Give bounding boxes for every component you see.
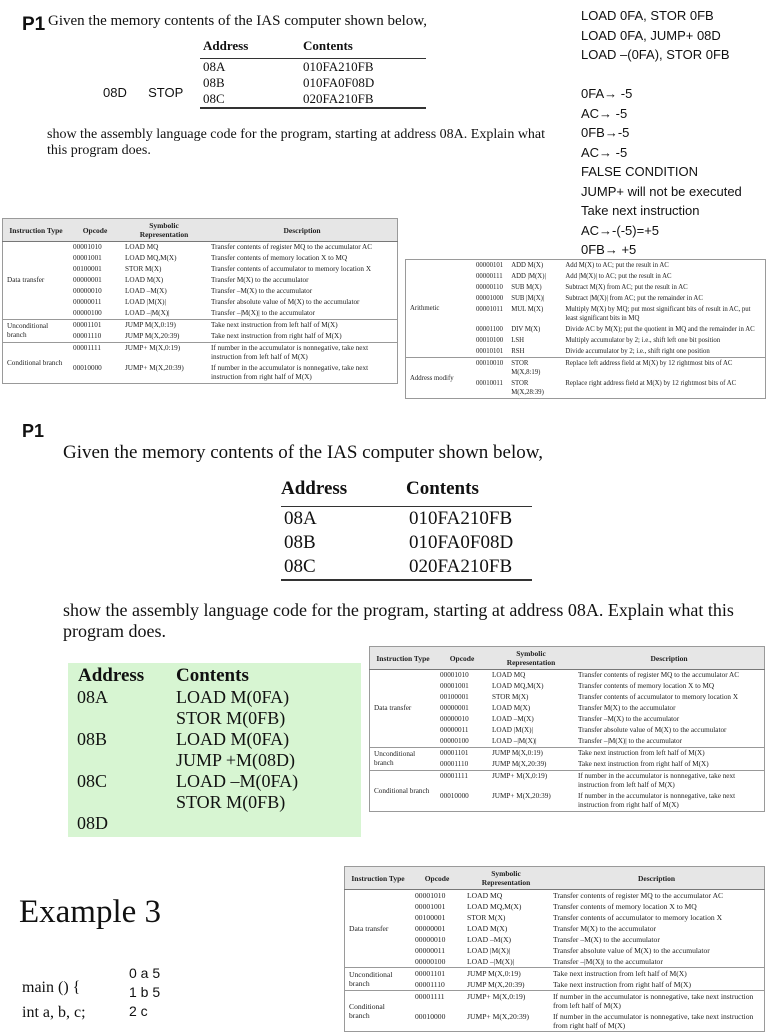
inst-symbolic-cell: LSH — [511, 337, 525, 344]
inst-description-cell: If number in the accumulator is nonnegative, take next instruction from right half of M(X) — [207, 363, 398, 384]
inst-type-cell: Unconditional branch — [3, 320, 70, 343]
inst-header: Opcode — [436, 647, 488, 670]
inst-opcode-cell: 00001110 — [411, 979, 463, 991]
right-note-line: JUMP+ will not be executed — [581, 183, 742, 199]
inst-row — [345, 991, 765, 1012]
inst-type-cell: Conditional branch — [370, 771, 437, 812]
solution-line: LOAD –M(0FA) — [176, 771, 299, 791]
inst-description-cell: Take next instruction from right half of M(X) — [207, 331, 398, 343]
inst-symbolic-cell: LOAD –M(X) — [492, 715, 534, 723]
inst-symbolic-cell: LOAD –|M(X)| — [121, 308, 207, 320]
ias-address-cell: 08C — [281, 555, 406, 580]
inst-type-cell: Unconditional branch — [370, 748, 437, 771]
example-value-line: 1 b 5 — [129, 984, 161, 1000]
inst-description-cell: If number in the accumulator is nonnegative, take next instruction from left half of M(X) — [578, 772, 736, 789]
inst-row — [345, 890, 765, 902]
side-note-address: 08D — [103, 85, 127, 100]
example-title: Example 3 — [19, 894, 162, 930]
inst-opcode-cell: 00100001 — [415, 913, 446, 922]
example-values — [129, 964, 160, 1021]
inst-symbolic-cell: LOAD |M(X)| — [492, 726, 534, 734]
ias-address-cell: 08A — [203, 59, 226, 74]
inst-opcode-cell: 00001111 — [440, 772, 468, 780]
inst-header: Instruction Type — [370, 647, 437, 670]
inst-opcode-cell: 00010010 — [476, 360, 504, 367]
ias-row — [281, 555, 532, 580]
inst-description-cell: Take next instruction from right half of M(X) — [574, 759, 765, 771]
solution-line: LOAD M(0FA) — [176, 729, 290, 749]
solution-header-address: Address — [78, 665, 145, 686]
right-note-line: 0FA→ -5 — [581, 86, 633, 101]
ias-contents-cell: 010FA210FB — [409, 508, 513, 529]
inst-opcode-cell: 00000011 — [73, 298, 102, 306]
inst-opcode-cell: 00000001 — [415, 924, 446, 933]
inst-symbolic-cell: STOR M(X) — [467, 913, 506, 922]
inst-symbolic-cell: JUMP+ M(X,20:39) — [488, 791, 574, 812]
instruction-table-bottom — [344, 866, 765, 1030]
solution-line: JUMP +M(08D) — [176, 750, 295, 770]
right-note-line: 0FB→-5 — [581, 125, 630, 140]
inst-symbolic-cell: LOAD MQ — [467, 891, 503, 900]
inst-description-cell: Multiply M(X) by MQ; put most significant bits of result in AC, put least significant bits in MQ — [565, 306, 751, 322]
inst-opcode-cell: 00001111 — [73, 344, 101, 352]
inst-opcode-cell: 00000011 — [440, 726, 469, 734]
inst-header: Symbolic Representation — [463, 867, 549, 890]
inst-opcode-cell: 00000100 — [411, 956, 463, 968]
inst-header: Description — [549, 867, 765, 890]
inst-opcode-cell: 00001110 — [69, 331, 121, 343]
inst-description-cell: Subtract |M(X)| from AC; put the remainder in AC — [565, 295, 703, 302]
right-note-line: AC→ -5 — [581, 144, 628, 160]
inst-description-cell: Transfer contents of accumulator to memory location X — [211, 265, 372, 273]
inst-opcode-cell: 00000110 — [476, 284, 503, 291]
inst-opcode-cell: 00000100 — [436, 736, 488, 748]
inst-symbolic-cell: JUMP+ M(X,0:19) — [125, 344, 181, 352]
inst-symbolic-cell: LOAD –|M(X)| — [488, 736, 574, 748]
inst-description-cell: Transfer –|M(X)| to the accumulator — [574, 736, 765, 748]
p1-task-mid: show the assembly language code for the program, starting at address 08A. Explain what this program does. — [63, 600, 734, 641]
right-note-line: LOAD 0FA, JUMP+ 08D — [581, 27, 721, 43]
inst-opcode-cell: 00001010 — [415, 891, 446, 900]
p1-task-top: show the assembly language code for the program, starting at address 08A. Explain what this program does. — [47, 127, 546, 158]
inst-opcode-cell: 00001010 — [73, 243, 102, 251]
ias-contents-cell: 010FA0F08D — [409, 532, 514, 553]
inst-row — [370, 670, 765, 682]
inst-row — [3, 320, 398, 332]
inst-symbolic-cell: LOAD M(X) — [125, 276, 164, 284]
inst-opcode-cell: 00001001 — [415, 902, 446, 911]
inst-opcode-cell: 00010100 — [476, 337, 504, 344]
inst-symbolic-cell: LOAD M(X) — [492, 704, 531, 712]
right-note-line: LOAD 0FA, STOR 0FB — [581, 8, 714, 23]
inst-symbolic-cell: LOAD –M(X) — [467, 935, 512, 944]
inst-row — [406, 358, 766, 379]
solution-address: 08B — [77, 729, 108, 749]
inst-symbolic-cell: LOAD –M(X) — [125, 287, 167, 295]
p1-label-mid: P1 — [22, 421, 45, 441]
inst-description-cell: Transfer contents of register MQ to the accumulator AC — [553, 891, 724, 900]
inst-opcode-cell: 00001001 — [73, 254, 102, 262]
right-note-line: Take next instruction — [581, 203, 700, 218]
ias-mid-header-contents: Contents — [406, 476, 532, 507]
inst-description-cell: If number in the accumulator is nonnegative, take next instruction from right half of M(X) — [549, 1011, 765, 1032]
example-code-line: int a, b, c; — [22, 1004, 86, 1021]
ias-contents-cell: 020FA210FB — [406, 555, 532, 580]
solution-address: 08C — [77, 771, 108, 791]
inst-symbolic-cell: STOR M(X) — [492, 693, 529, 701]
ias-row — [281, 531, 532, 555]
ias-address-cell: 08B — [203, 75, 225, 90]
side-note-stop: STOP — [148, 85, 184, 100]
inst-symbolic-cell: LOAD –|M(X)| — [463, 956, 549, 968]
side-note-08d — [103, 85, 183, 100]
inst-header: Opcode — [69, 219, 121, 242]
inst-symbolic-cell: JUMP M(X,0:19) — [492, 749, 543, 757]
inst-symbolic-cell: LOAD MQ,M(X) — [492, 682, 544, 690]
inst-row — [406, 260, 766, 272]
inst-description-cell: Divide AC by M(X); put the quotient in MQ and the remainder in AC — [565, 326, 755, 333]
inst-symbolic-cell: ADD M(X) — [511, 262, 544, 269]
inst-symbolic-cell: JUMP+ M(X,20:39) — [121, 363, 207, 384]
instruction-table-mid — [369, 646, 765, 812]
inst-symbolic-cell: JUMP M(X,20:39) — [463, 979, 549, 991]
solution-address: 08A — [77, 687, 108, 707]
right-note-line: FALSE CONDITION — [581, 164, 699, 179]
inst-opcode-cell: 00000010 — [415, 935, 446, 944]
inst-description-cell: Transfer –M(X) to the accumulator — [211, 287, 313, 295]
inst-symbolic-cell: JUMP M(X,20:39) — [121, 331, 207, 343]
example-code — [22, 975, 86, 1025]
inst-opcode-cell: 00000001 — [73, 276, 102, 284]
inst-description-cell: Take next instruction from left half of M(X) — [553, 969, 687, 978]
inst-description-cell: Transfer contents of memory location X to MQ — [578, 682, 715, 690]
inst-header: Instruction Type — [3, 219, 70, 242]
inst-description-cell: Transfer contents of memory location X to MQ — [211, 254, 348, 262]
inst-opcode-cell: 00001111 — [415, 992, 445, 1001]
inst-symbolic-cell: JUMP+ M(X,0:19) — [492, 772, 548, 780]
ias-row — [200, 59, 426, 76]
inst-description-cell: Transfer contents of accumulator to memory location X — [553, 913, 723, 922]
inst-description-cell: Transfer contents of accumulator to memory location X — [578, 693, 739, 701]
inst-description-cell: Transfer M(X) to the accumulator — [578, 704, 676, 712]
inst-symbolic-cell: JUMP M(X,20:39) — [488, 759, 574, 771]
solution-box — [68, 663, 361, 837]
inst-description-cell: Divide accumulator by 2; i.e., shift right one position — [561, 346, 765, 358]
inst-row — [370, 771, 765, 792]
right-notes — [581, 6, 768, 260]
inst-description-cell: Transfer absolute value of M(X) to the accumulator — [211, 298, 360, 306]
inst-type-cell: Data transfer — [3, 242, 70, 320]
ias-table-mid — [281, 476, 532, 581]
example-code-line: main () { — [22, 979, 81, 996]
inst-type-cell: Arithmetic — [406, 260, 473, 358]
right-note-line: AC→ -5 — [581, 105, 628, 121]
inst-description-cell: Transfer –|M(X)| to the accumulator — [207, 308, 398, 320]
inst-symbolic-cell: LOAD MQ,M(X) — [125, 254, 177, 262]
inst-opcode-cell: 00001101 — [415, 969, 446, 978]
inst-description-cell: Take next instruction from right half of M(X) — [549, 979, 765, 991]
example-value-line: 2 c — [129, 1003, 148, 1019]
inst-description-cell: Add M(X) to AC; put the result in AC — [565, 262, 669, 269]
inst-symbolic-cell: JUMP M(X,0:19) — [125, 321, 176, 329]
inst-description-cell: Transfer contents of register MQ to the accumulator AC — [211, 243, 373, 251]
inst-opcode-cell: 00000101 — [476, 262, 504, 269]
solution-line: LOAD M(0FA) — [176, 687, 290, 707]
right-note-line: 0FB→ +5 — [581, 242, 637, 257]
solution-rows — [68, 687, 361, 837]
inst-opcode-cell: 00000010 — [73, 287, 102, 295]
solution-line: STOR M(0FB) — [176, 708, 286, 728]
ias-address-cell: 08A — [284, 508, 317, 529]
inst-symbolic-cell: ADD |M(X)| — [511, 273, 546, 280]
inst-description-cell: Multiply accumulator by 2; i.e., shift left one bit position — [565, 337, 721, 344]
inst-symbolic-cell: SUB M(X) — [511, 284, 542, 291]
inst-description-cell: Transfer absolute value of M(X) to the accumulator — [578, 726, 727, 734]
inst-opcode-cell: 00010000 — [69, 363, 121, 384]
ias-contents-cell: 010FA210FB — [303, 59, 374, 74]
inst-description-cell: Transfer –M(X) to the accumulator — [578, 715, 680, 723]
ias-table-top — [200, 36, 426, 109]
inst-opcode-cell: 00000100 — [69, 308, 121, 320]
inst-symbolic-cell: STOR M(X,8:19) — [511, 360, 541, 376]
inst-type-cell: Conditional branch — [345, 991, 412, 1032]
example-value-line: 0 a 5 — [129, 965, 161, 981]
ias-address-cell: 08B — [284, 532, 316, 553]
inst-description-cell: Add |M(X)| to AC; put the result in AC — [565, 273, 672, 280]
inst-symbolic-cell: LOAD |M(X)| — [125, 298, 167, 306]
instruction-table-top — [2, 218, 398, 384]
inst-opcode-cell: 00100001 — [73, 265, 102, 273]
inst-type-cell: Conditional branch — [3, 343, 70, 384]
ias-header-contents: Contents — [300, 36, 426, 59]
inst-symbolic-cell: SUB |M(X)| — [511, 295, 545, 302]
inst-symbolic-cell: JUMP+ M(X,20:39) — [463, 1011, 549, 1032]
inst-description-cell: Transfer –|M(X)| to the accumulator — [549, 956, 765, 968]
inst-opcode-cell: 00000111 — [476, 273, 503, 280]
inst-header: Instruction Type — [345, 867, 412, 890]
inst-symbolic-cell: DIV M(X) — [511, 326, 541, 333]
inst-opcode-cell: 00001000 — [476, 295, 504, 302]
p1-question-mid: Given the memory contents of the IAS computer shown below, — [63, 442, 544, 463]
right-note-line — [581, 65, 768, 85]
inst-symbolic-cell: LOAD |M(X)| — [467, 946, 511, 955]
inst-opcode-cell: 00001101 — [440, 749, 469, 757]
right-note-line: LOAD –(0FA), STOR 0FB — [581, 47, 730, 62]
inst-row — [345, 968, 765, 980]
ias-contents-cell: 020FA210FB — [300, 91, 426, 108]
inst-opcode-cell: 00010000 — [436, 791, 488, 812]
inst-symbolic-cell: LOAD MQ,M(X) — [467, 902, 522, 911]
inst-type-cell: Address modify — [406, 358, 473, 399]
inst-symbolic-cell: STOR M(X) — [125, 265, 162, 273]
inst-description-cell: Replace left address field at M(X) by 12 rightmost bits of AC — [565, 360, 733, 367]
ias-contents-cell: 010FA0F08D — [303, 75, 375, 90]
inst-description-cell: Replace right address field at M(X) by 12 rightmost bits of AC — [561, 378, 765, 399]
ias-address-cell: 08C — [200, 91, 300, 108]
inst-description-cell: Take next instruction from left half of M(X) — [578, 749, 705, 757]
inst-description-cell: Transfer M(X) to the accumulator — [211, 276, 309, 284]
inst-opcode-cell: 00001011 — [476, 306, 503, 313]
inst-opcode-cell: 00000001 — [440, 704, 469, 712]
ias-mid-header-address: Address — [281, 476, 406, 507]
inst-symbolic-cell: STOR M(X,28:39) — [507, 378, 561, 399]
inst-opcode-cell: 00001110 — [436, 759, 488, 771]
inst-opcode-cell: 00000010 — [440, 715, 469, 723]
inst-description-cell: Subtract M(X) from AC; put the result in AC — [565, 284, 688, 291]
inst-opcode-cell: 00100001 — [440, 693, 469, 701]
inst-description-cell: Transfer M(X) to the accumulator — [553, 924, 657, 933]
p1-label-top: P1 — [22, 14, 46, 35]
inst-opcode-cell: 00010101 — [472, 346, 507, 358]
inst-opcode-cell: 00001101 — [73, 321, 102, 329]
inst-row — [3, 343, 398, 364]
inst-opcode-cell: 00001001 — [440, 682, 469, 690]
p1-question-top: Given the memory contents of the IAS computer shown below, — [48, 13, 427, 29]
inst-description-cell: If number in the accumulator is nonnegative, take next instruction from right half of M(X) — [574, 791, 765, 812]
inst-symbolic-cell: MUL M(X) — [511, 306, 544, 313]
inst-row — [370, 748, 765, 760]
inst-type-cell: Data transfer — [345, 890, 412, 968]
solution-line: STOR M(0FB) — [176, 792, 286, 812]
inst-type-cell: Unconditional branch — [345, 968, 412, 991]
arith-table-top — [405, 259, 766, 399]
ias-header-address: Address — [200, 36, 300, 59]
inst-symbolic-cell: LOAD MQ — [125, 243, 159, 251]
inst-symbolic-cell: RSH — [507, 346, 561, 358]
inst-symbolic-cell: LOAD MQ — [492, 671, 526, 679]
inst-opcode-cell: 00010011 — [472, 378, 507, 399]
top-question-panel — [0, 0, 560, 170]
inst-description-cell: If number in the accumulator is nonnegative, take next instruction from left half of M(X) — [211, 344, 369, 361]
ias-row — [200, 91, 426, 108]
inst-description-cell: Transfer contents of memory location X to MQ — [553, 902, 697, 911]
inst-header: Opcode — [411, 867, 463, 890]
inst-description-cell: Transfer absolute value of M(X) to the accumulator — [553, 946, 710, 955]
inst-row — [3, 242, 398, 254]
ias-row — [281, 507, 532, 532]
inst-header: Symbolic Representation — [121, 219, 207, 242]
inst-type-cell: Data transfer — [370, 670, 437, 748]
inst-description-cell: If number in the accumulator is nonnegative, take next instruction from left half of M(X) — [553, 992, 754, 1010]
inst-opcode-cell: 00010000 — [411, 1011, 463, 1032]
inst-header: Description — [207, 219, 398, 242]
inst-symbolic-cell: LOAD M(X) — [467, 924, 508, 933]
inst-opcode-cell: 00001100 — [476, 326, 503, 333]
solution-header-contents: Contents — [176, 665, 249, 686]
inst-description-cell: Take next instruction from left half of M(X) — [211, 321, 338, 329]
inst-opcode-cell: 00001010 — [440, 671, 469, 679]
solution-address: 08D — [77, 813, 108, 833]
right-note-line: AC→-(-5)=+5 — [581, 222, 660, 238]
inst-symbolic-cell: JUMP+ M(X,0:19) — [467, 992, 526, 1001]
ias-row — [200, 75, 426, 91]
inst-description-cell: Transfer contents of register MQ to the accumulator AC — [578, 671, 740, 679]
inst-opcode-cell: 00000011 — [415, 946, 446, 955]
inst-description-cell: Transfer –M(X) to the accumulator — [553, 935, 660, 944]
inst-symbolic-cell: JUMP M(X,0:19) — [467, 969, 521, 978]
inst-header: Symbolic Representation — [488, 647, 574, 670]
inst-header: Description — [574, 647, 765, 670]
